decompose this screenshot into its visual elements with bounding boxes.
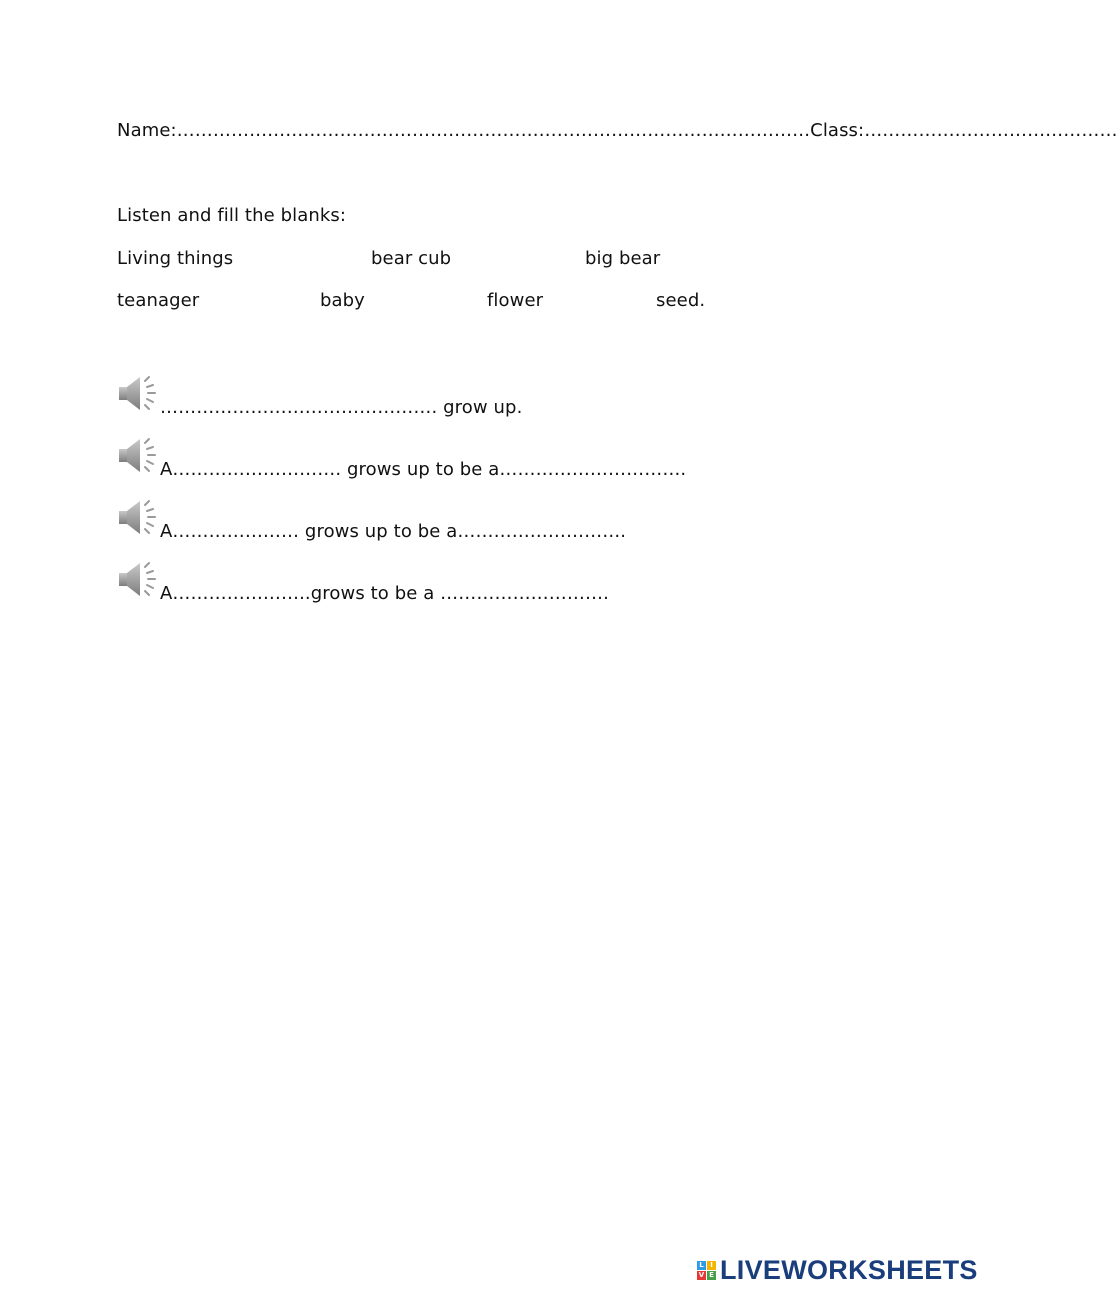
word-bank-item: seed. bbox=[656, 290, 706, 311]
exercise-sentence: A…………………..grows to be a ………………………. bbox=[160, 583, 609, 604]
word-bank-item: baby bbox=[320, 290, 365, 311]
word-bank-item: Living things bbox=[117, 248, 234, 269]
word-bank-item: big bear bbox=[585, 248, 661, 269]
exercise-sentence: A………………………. grows up to be a…………………………. bbox=[160, 459, 687, 480]
logo-block: L bbox=[697, 1261, 706, 1270]
name-class-line: Name:……………………………………………………………………………………………Class:…………………………………… bbox=[117, 120, 1118, 141]
speaker-icon[interactable] bbox=[116, 434, 160, 478]
logo-text: LIVEWORKSHEETS bbox=[720, 1254, 978, 1285]
logo-block: I bbox=[707, 1261, 716, 1270]
word-bank-item: bear cub bbox=[371, 248, 452, 269]
logo-block: V bbox=[698, 1270, 705, 1279]
speaker-icon[interactable] bbox=[116, 496, 160, 540]
instructions-text: Listen and fill the blanks: bbox=[117, 205, 347, 226]
speaker-icon[interactable] bbox=[116, 372, 160, 416]
logo-blocks-icon bbox=[697, 1261, 716, 1280]
speaker-icon[interactable] bbox=[116, 558, 160, 602]
word-bank-item: flower bbox=[487, 290, 544, 311]
liveworksheets-logo bbox=[697, 1255, 978, 1285]
logo-block: E bbox=[707, 1271, 716, 1280]
word-bank-item: teanager bbox=[117, 290, 200, 311]
exercise-sentence: A………………… grows up to be a………………………. bbox=[160, 521, 627, 542]
exercise-sentence: ………………………………………. grow up. bbox=[160, 397, 523, 418]
